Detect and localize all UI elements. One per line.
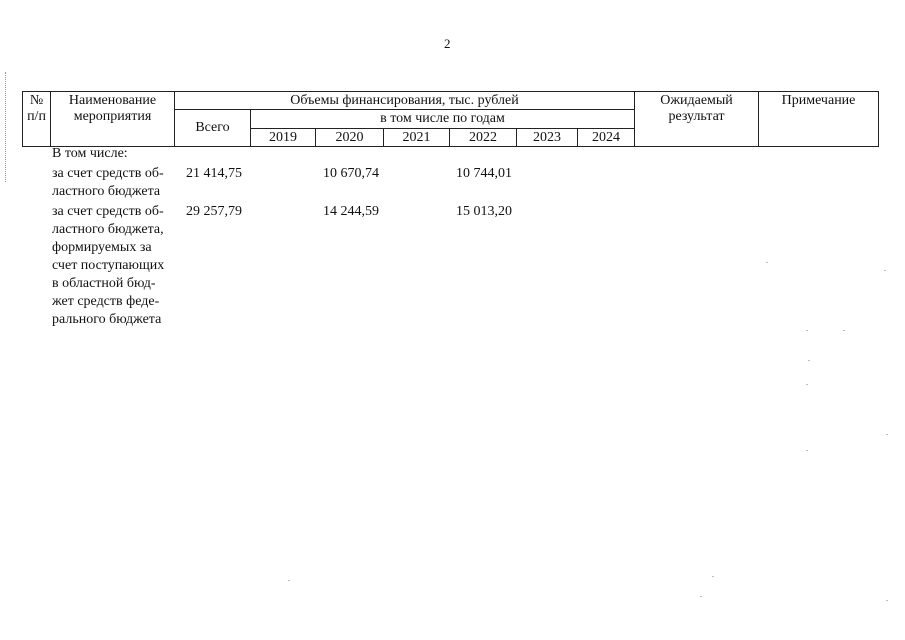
including-label: В том числе: <box>52 146 128 161</box>
scan-speck <box>766 262 768 263</box>
row-2-label-line: рального бюджета <box>52 312 162 327</box>
row-2-label-line: в областной бюд- <box>52 276 156 291</box>
header-year-2021: 2021 <box>384 129 450 147</box>
row-2-2020: 14 244,59 <box>323 204 379 219</box>
row-2-total: 29 257,79 <box>186 204 242 219</box>
row-1-label-line: ластного бюджета <box>52 184 161 199</box>
row-2-2022: 15 013,20 <box>456 204 512 219</box>
header-expected-line1: Ожидаемый <box>660 93 733 108</box>
row-1-2020: 10 670,74 <box>323 166 379 181</box>
scan-speck <box>288 580 290 581</box>
header-total: Всего <box>175 110 251 147</box>
header-name-line1: Наименование <box>68 93 157 108</box>
header-year-2020: 2020 <box>316 129 384 147</box>
scan-speck <box>806 384 808 385</box>
scan-speck <box>806 330 808 331</box>
row-2-label-line: за счет средств об- <box>52 204 164 219</box>
scan-speck <box>712 576 714 577</box>
header-year-2024: 2024 <box>578 129 635 147</box>
header-name-line2: мероприятия <box>73 109 152 124</box>
scan-speck <box>806 450 808 451</box>
header-year-2019: 2019 <box>251 129 316 147</box>
page-number: 2 <box>444 36 451 51</box>
row-2-label-line: формируемых за <box>52 240 152 255</box>
header-by-years: в том числе по годам <box>251 110 635 129</box>
header-year-2023: 2023 <box>517 129 578 147</box>
row-2-label-line: жет средств феде- <box>52 294 160 309</box>
row-1-total: 21 414,75 <box>186 166 242 181</box>
header-year-2022: 2022 <box>450 129 517 147</box>
row-1-label-line: за счет средств об- <box>52 166 164 181</box>
row-1-label <box>52 165 174 201</box>
scan-speck <box>886 434 888 435</box>
header-num-line1: № <box>29 93 44 108</box>
row-2-label <box>52 203 174 329</box>
scan-speck <box>884 270 886 271</box>
header-num-line2: п/п <box>27 109 46 124</box>
row-2-label-line: ластного бюджета, <box>52 222 164 237</box>
header-funding-title: Объемы финансирования, тыс. рублей <box>175 92 635 110</box>
scan-speck <box>808 360 810 361</box>
scan-speck <box>700 596 702 597</box>
header-note-cell: Примечание <box>759 92 879 147</box>
scan-speck <box>843 330 845 331</box>
row-2-label-line: счет поступающих <box>52 258 165 273</box>
header-expected-line2: результат <box>668 109 725 124</box>
row-1-2022: 10 744,01 <box>456 166 512 181</box>
scan-speck <box>886 600 888 601</box>
